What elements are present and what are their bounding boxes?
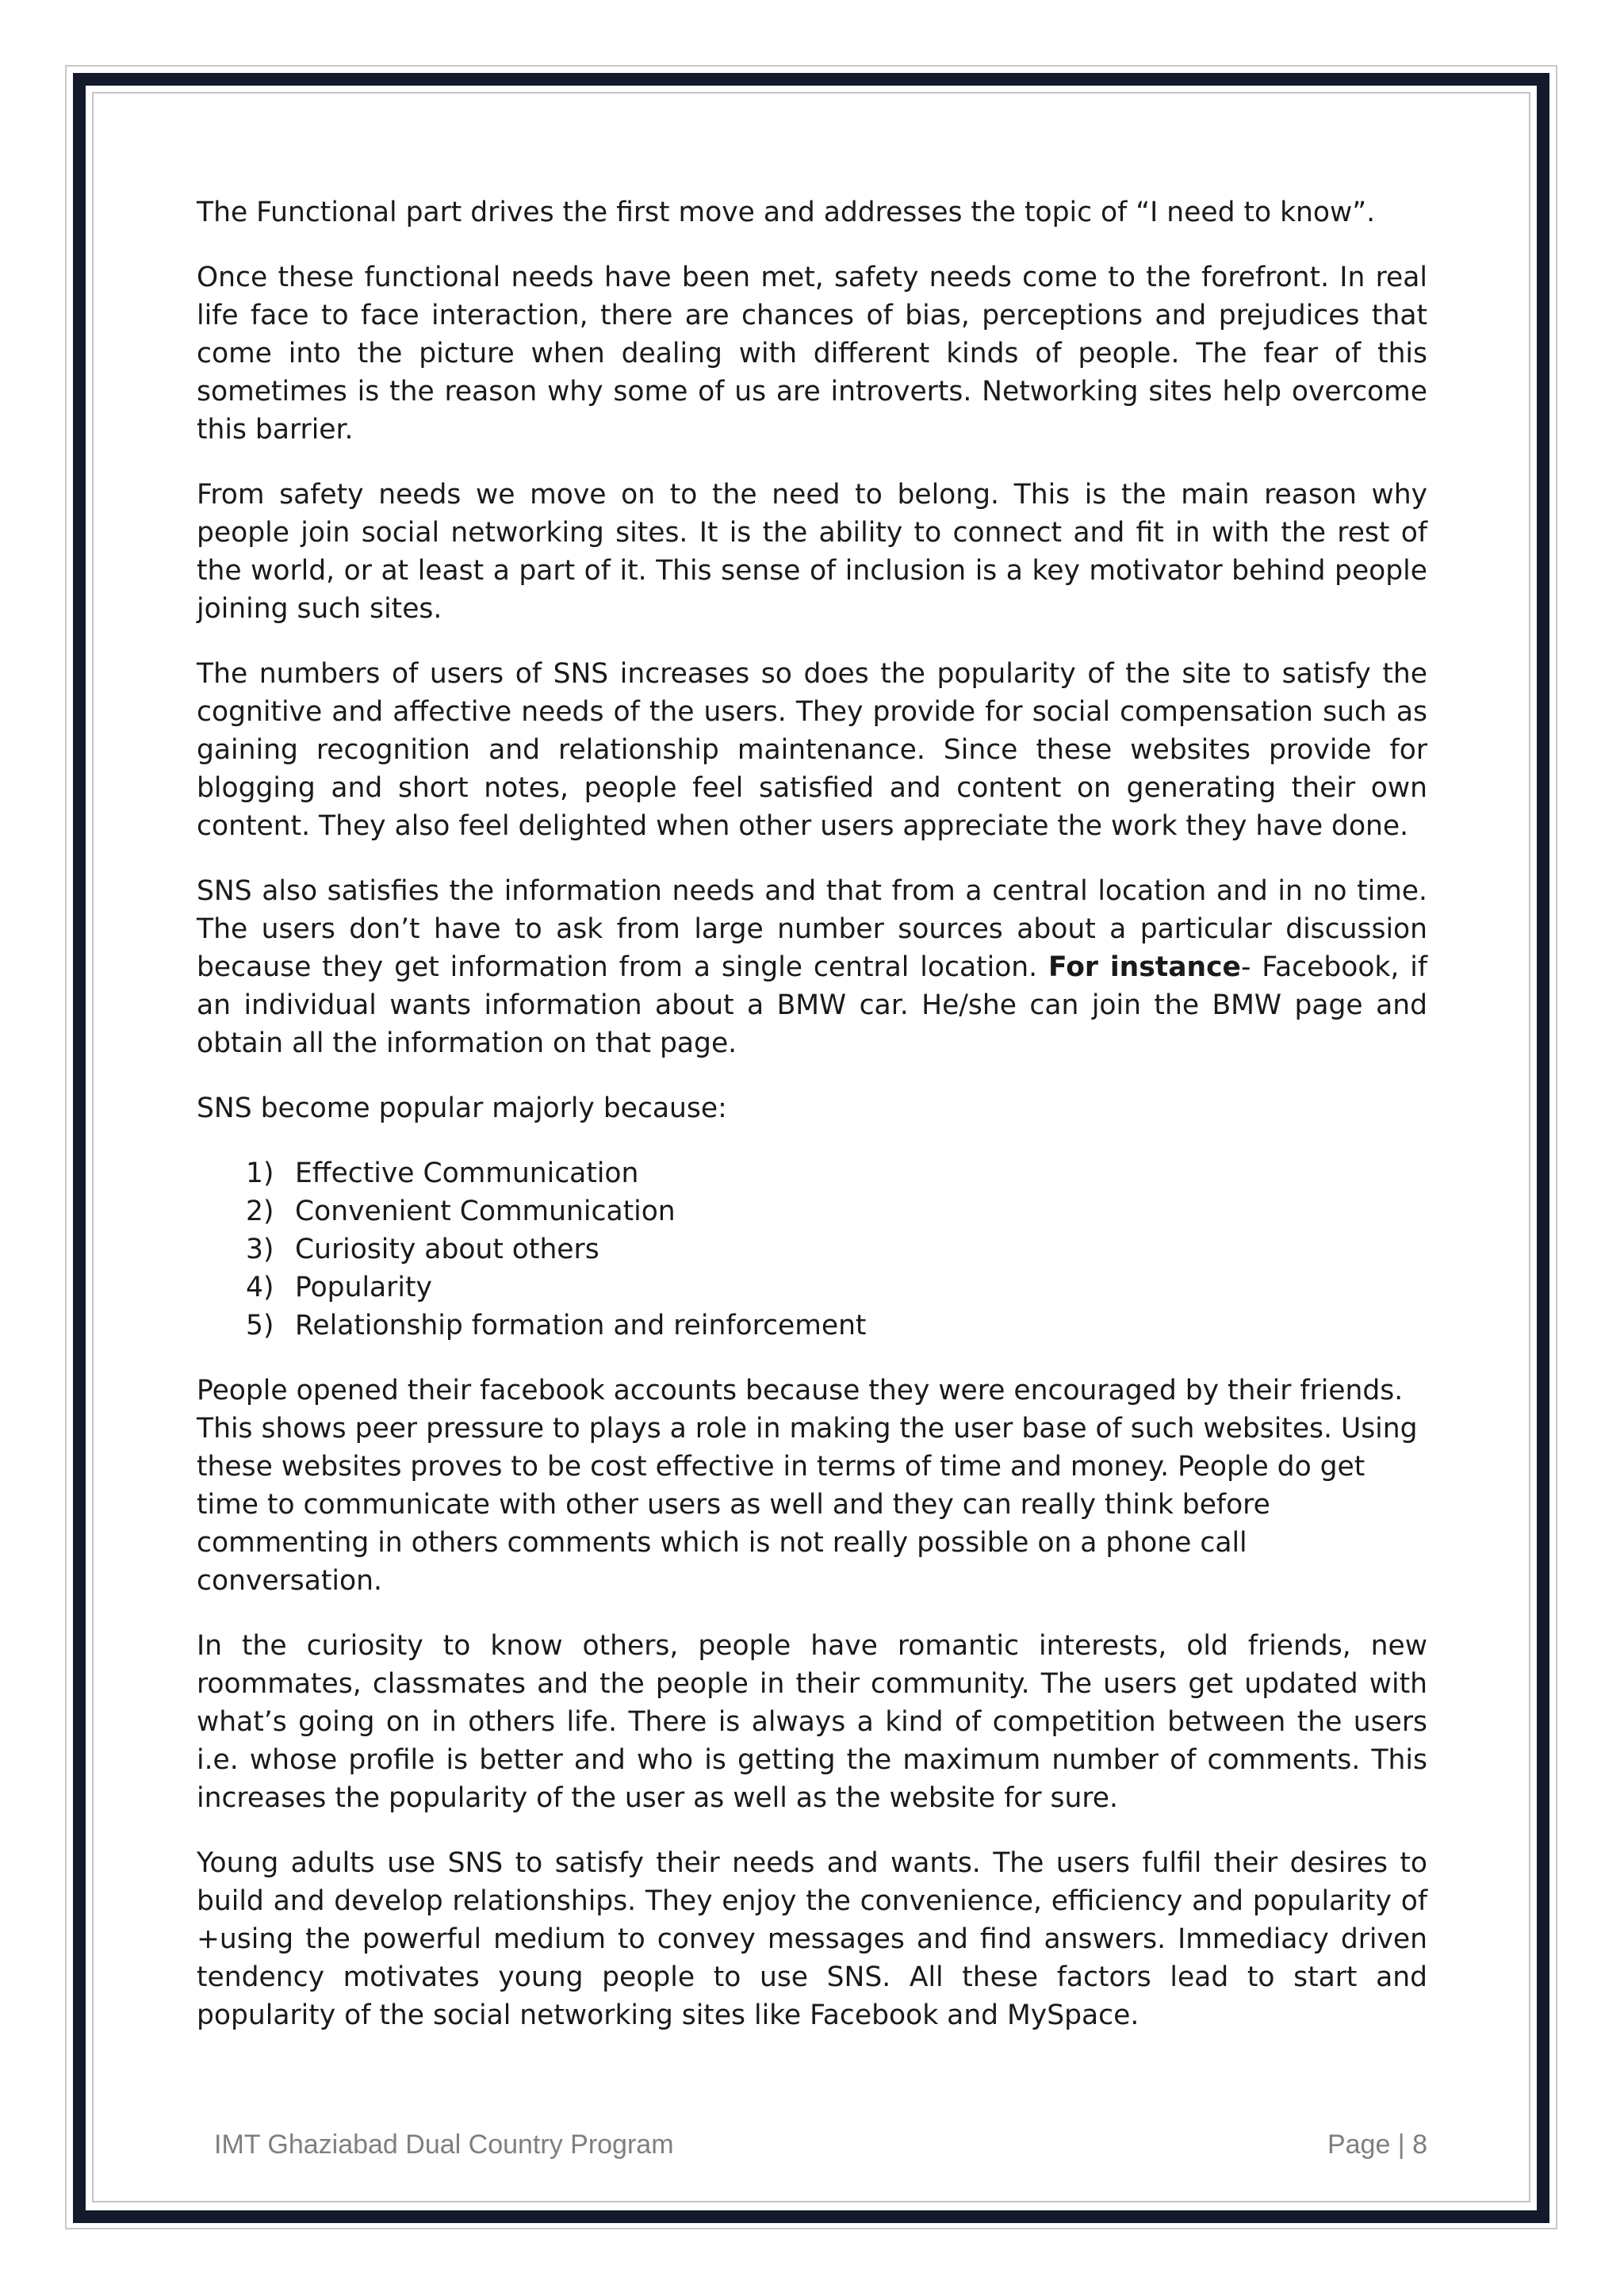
list-item-number: 4) (246, 1272, 274, 1303)
list-item-text: Effective Communication (295, 1158, 639, 1189)
list-item-number: 1) (246, 1158, 274, 1189)
info-text-end: - Facebook, if an individual wants information about a BMW car. He/she can join the BMW page and obtain all the information on that page. (197, 951, 1428, 1059)
paragraph-belonging: From safety needs we move on to the need to belong. This is the main reason why people join social networking sites. It is the ability to connect and fit in with the rest of the world, or at least a part of it. This sense of inclusion is a key motivator behind people joining such sites. (197, 479, 1427, 625)
list-item (246, 1154, 1427, 1192)
list-item (246, 1192, 1427, 1230)
list-item (246, 1307, 1427, 1345)
list-item-text: Curiosity about others (295, 1234, 599, 1265)
paragraph-peer-pressure: People opened their facebook accounts because they were encouraged by their friends. This shows peer pressure to plays a role in making the user base of such websites. Using these websites proves to be cost effective in terms of time and money. People do get time to communicate with other users as well and they can really think before commenting in others comments which is not really possible on a phone call conversation. (197, 1375, 1418, 1597)
list-item-text: Popularity (295, 1272, 432, 1303)
paragraph-young-adults: Young adults use SNS to satisfy their needs and wants. The users fulfil their desires to build and develop relationships. They enjoy the convenience, efficiency and popularity of +using the powerful medium to convey messages and find answers. Immediacy driven tendency motivates young people to use SNS. All these factors lead to start and popularity of the social networking sites like Facebook and MySpace. (197, 1847, 1427, 2031)
paragraph-curiosity: In the curiosity to know others, people have romantic interests, old friends, new roommates, classmates and the people in their community. The users get updated with what’s going on in others life. There is always a kind of competition between the users i.e. whose profile is better and who is getting the maximum number of comments. This increases the popularity of the user as well as the website for sure. (197, 1630, 1427, 1814)
list-item-number: 5) (246, 1310, 274, 1341)
list-item-text: Convenient Communication (295, 1196, 676, 1227)
paragraph-popular-because: SNS become popular majorly because: (197, 1093, 727, 1124)
footer-page-number: Page | 8 (1327, 2130, 1427, 2160)
paragraph-information-needs (197, 872, 1427, 1062)
list-item (246, 1269, 1427, 1307)
page-body (197, 193, 1427, 2061)
paragraph-functional: The Functional part drives the first move and addresses the topic of “I need to know”. (197, 197, 1376, 228)
paragraph-safety-needs: Once these functional needs have been met, safety needs come to the forefront. In real life face to face interaction, there are chances of bias, perceptions and prejudices that come into the picture when dealing with different kinds of people. The fear of this sometimes is the reason why some of us are introverts. Networking sites help overcome this barrier. (197, 262, 1427, 446)
paragraph-cognitive-needs: The numbers of users of SNS increases so does the popularity of the site to satisfy the cognitive and affective needs of the users. They provide for social compensation such as gaining recognition and relationship maintenance. Since these websites provide for blogging and short notes, people feel satisfied and content on generating their own content. They also feel delighted when other users appreciate the work they have done. (197, 658, 1427, 842)
for-instance-bold: For instance (1048, 951, 1241, 983)
list-item (246, 1230, 1427, 1269)
info-text-start: SNS also satisfies the information needs and that from a central location and in no time. The users don’t have to ask from large number sources about a particular discussion because they get information from a single central location. (197, 875, 1427, 983)
list-item-text: Relationship formation and reinforcement (295, 1310, 867, 1341)
reasons-list (197, 1154, 1427, 1345)
footer-program-name: IMT Ghaziabad Dual Country Program (214, 2130, 674, 2160)
list-item-number: 3) (246, 1234, 274, 1265)
list-item-number: 2) (246, 1196, 274, 1227)
